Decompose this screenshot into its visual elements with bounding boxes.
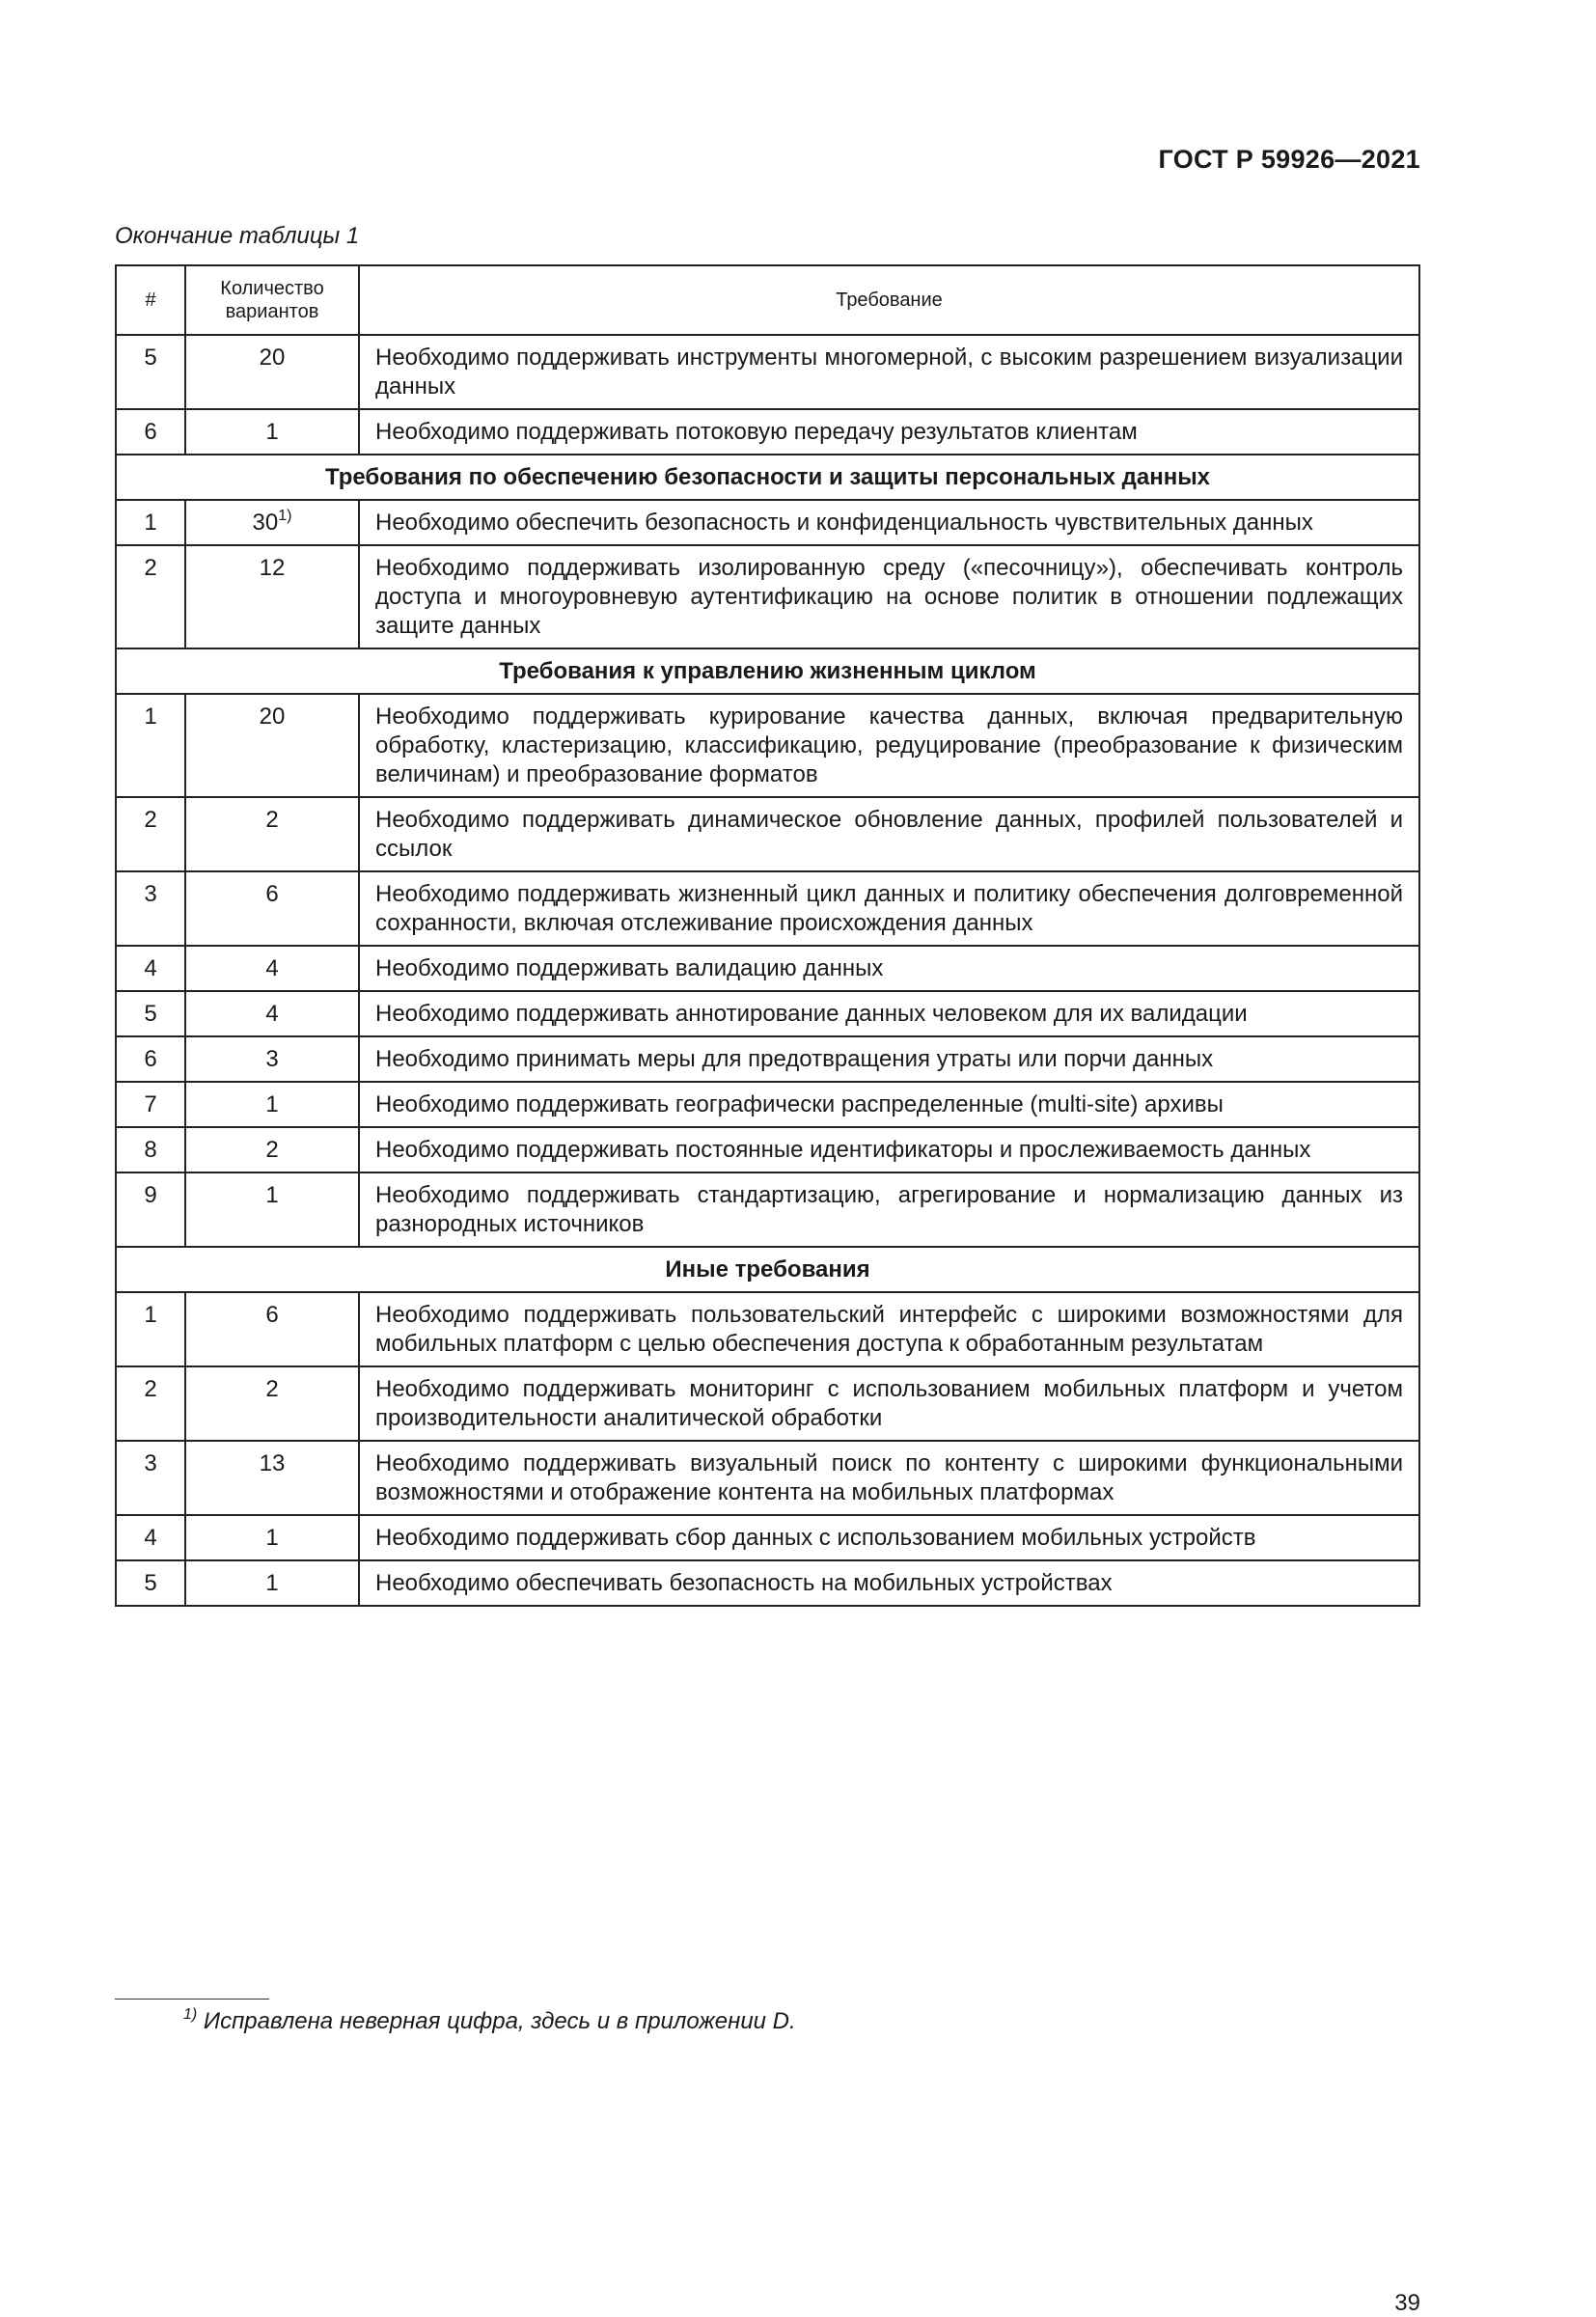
table-row — [116, 694, 1419, 797]
row-requirement: Необходимо поддерживать изолированную среду («песочницу»), обеспечивать контроль доступа и многоуровневую аутентификацию на основе политик в отношении подлежащих защите данных — [359, 545, 1419, 648]
row-count: 20 — [185, 335, 359, 409]
row-count: 12 — [185, 545, 359, 648]
row-num: 2 — [116, 797, 185, 871]
row-count: 1 — [185, 1082, 359, 1127]
table-row — [116, 991, 1419, 1036]
row-num: 7 — [116, 1082, 185, 1127]
table-row — [116, 335, 1419, 409]
section-title: Требования к управлению жизненным циклом — [116, 648, 1419, 694]
section-heading-lifecycle — [116, 648, 1419, 694]
row-num: 4 — [116, 1515, 185, 1560]
row-count: 4 — [185, 991, 359, 1036]
table-row — [116, 871, 1419, 946]
table-row — [116, 1082, 1419, 1127]
row-count — [185, 500, 359, 545]
footnote-marker: 1) — [183, 2006, 198, 2023]
table-row — [116, 797, 1419, 871]
column-header-num: # — [116, 265, 185, 335]
table-header-row — [116, 265, 1419, 335]
count-value: 30 — [252, 510, 279, 536]
row-num: 5 — [116, 991, 185, 1036]
table-row — [116, 946, 1419, 991]
table-row — [116, 1172, 1419, 1247]
column-header-requirement: Требование — [359, 265, 1419, 335]
footnote-marker: 1) — [278, 508, 292, 524]
row-requirement: Необходимо поддерживать пользовательский интерфейс с широкими возможностями для мобильных платформ с целью обеспечения доступа к обработанным результатам — [359, 1292, 1419, 1366]
row-count: 13 — [185, 1441, 359, 1515]
row-requirement: Необходимо поддерживать визуальный поиск по контенту с широкими функциональными возможностями и отображение контента на мобильных платформах — [359, 1441, 1419, 1515]
row-num: 5 — [116, 335, 185, 409]
row-requirement: Необходимо поддерживать аннотирование данных человеком для их валидации — [359, 991, 1419, 1036]
row-count: 6 — [185, 871, 359, 946]
row-num: 5 — [116, 1560, 185, 1606]
row-count: 20 — [185, 694, 359, 797]
row-requirement: Необходимо обеспечить безопасность и конфиденциальность чувствительных данных — [359, 500, 1419, 545]
table-row — [116, 1441, 1419, 1515]
row-num: 6 — [116, 1036, 185, 1082]
row-requirement: Необходимо поддерживать географически распределенные (multi-site) архивы — [359, 1082, 1419, 1127]
section-title: Иные требования — [116, 1247, 1419, 1292]
row-num: 3 — [116, 1441, 185, 1515]
footnote-divider — [115, 1999, 269, 2000]
row-requirement: Необходимо обеспечивать безопасность на мобильных устройствах — [359, 1560, 1419, 1606]
row-count: 2 — [185, 1127, 359, 1172]
row-count: 2 — [185, 797, 359, 871]
row-count: 3 — [185, 1036, 359, 1082]
row-count: 1 — [185, 409, 359, 455]
page-number: 39 — [1394, 2290, 1420, 2316]
row-num: 4 — [116, 946, 185, 991]
row-requirement: Необходимо поддерживать валидацию данных — [359, 946, 1419, 991]
footnote-text: Исправлена неверная цифра, здесь и в приложении D. — [203, 2008, 796, 2034]
table-row — [116, 1127, 1419, 1172]
row-requirement: Необходимо поддерживать постоянные идентификаторы и прослеживаемость данных — [359, 1127, 1419, 1172]
row-requirement: Необходимо поддерживать курирование качества данных, включая предварительную обработку, кластеризацию, классификацию, редуцирование (преобразование к физическим величинам) и преобразование форматов — [359, 694, 1419, 797]
row-count: 4 — [185, 946, 359, 991]
table-row — [116, 409, 1419, 455]
column-header-count: Количество вариантов — [185, 265, 359, 335]
row-num: 1 — [116, 1292, 185, 1366]
row-count: 1 — [185, 1560, 359, 1606]
table-row — [116, 1366, 1419, 1441]
requirements-table — [115, 264, 1420, 1607]
table-row — [116, 1515, 1419, 1560]
table-row — [116, 545, 1419, 648]
row-num: 1 — [116, 500, 185, 545]
row-num: 2 — [116, 545, 185, 648]
row-requirement: Необходимо поддерживать динамическое обновление данных, профилей пользователей и ссылок — [359, 797, 1419, 871]
row-num: 8 — [116, 1127, 185, 1172]
row-requirement: Необходимо поддерживать потоковую передачу результатов клиентам — [359, 409, 1419, 455]
row-num: 2 — [116, 1366, 185, 1441]
row-count: 6 — [185, 1292, 359, 1366]
row-requirement: Необходимо поддерживать инструменты многомерной, с высоким разрешением визуализации данных — [359, 335, 1419, 409]
row-requirement: Необходимо поддерживать мониторинг с использованием мобильных платформ и учетом производительности аналитической обработки — [359, 1366, 1419, 1441]
row-num: 3 — [116, 871, 185, 946]
row-num: 9 — [116, 1172, 185, 1247]
table-row — [116, 500, 1419, 545]
section-heading-security — [116, 455, 1419, 500]
section-title: Требования по обеспечению безопасности и защиты персональных данных — [116, 455, 1419, 500]
section-heading-other — [116, 1247, 1419, 1292]
row-count: 2 — [185, 1366, 359, 1441]
row-count: 1 — [185, 1515, 359, 1560]
table-row — [116, 1036, 1419, 1082]
row-count: 1 — [185, 1172, 359, 1247]
table-row — [116, 1292, 1419, 1366]
row-requirement: Необходимо поддерживать сбор данных с использованием мобильных устройств — [359, 1515, 1419, 1560]
table-row — [116, 1560, 1419, 1606]
row-requirement: Необходимо принимать меры для предотвращения утраты или порчи данных — [359, 1036, 1419, 1082]
row-requirement: Необходимо поддерживать жизненный цикл данных и политику обеспечения долговременной сохранности, включая отслеживание происхождения данных — [359, 871, 1419, 946]
footnote — [183, 2008, 796, 2035]
row-num: 1 — [116, 694, 185, 797]
row-num: 6 — [116, 409, 185, 455]
row-requirement: Необходимо поддерживать стандартизацию, агрегирование и нормализацию данных из разнородных источников — [359, 1172, 1419, 1247]
standard-id: ГОСТ Р 59926—2021 — [1158, 145, 1420, 174]
table-caption: Окончание таблицы 1 — [115, 223, 360, 249]
